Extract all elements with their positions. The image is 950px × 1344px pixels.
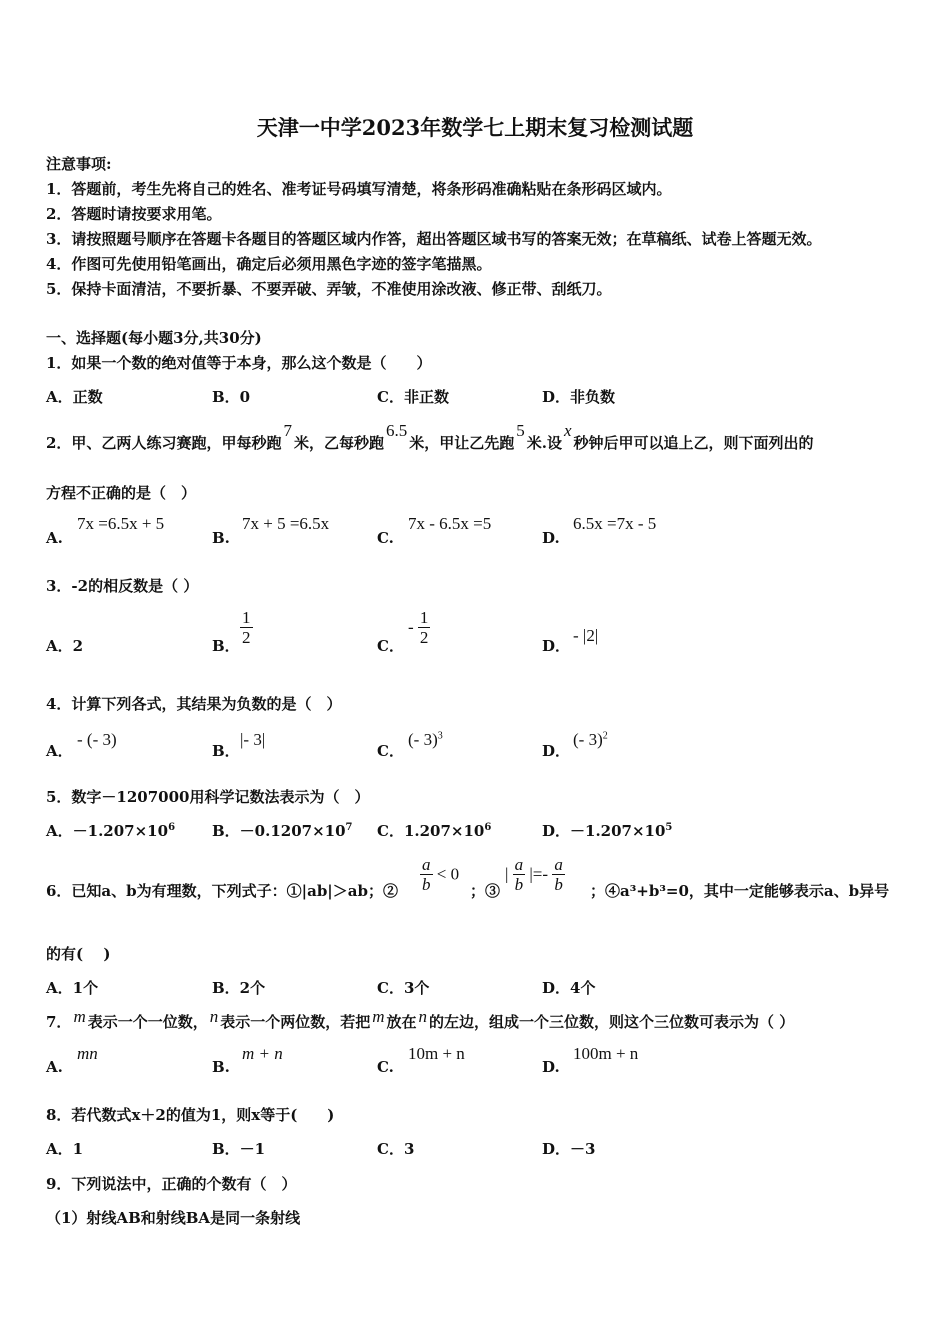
q1-option-d: D．非负数 [542,388,616,406]
q5-a-text: A．－1.207×10 [46,822,169,840]
notice-item-2: 2．答题时请按要求用笔。 [46,205,222,223]
notice-item-4: 4．作图可先使用铅笔画出，确定后必须用黑色字迹的签字笔描黑。 [46,255,492,273]
q2-option-c: 7x - 6.5x =5 [408,514,492,533]
q6-3-abs-right: |=- [529,864,549,884]
q2-text-2: 米，乙每秒跑 [293,434,384,452]
q6-2-den: b [422,875,431,894]
q7-option-d-label: D. [542,1058,560,1076]
q6-2-num: a [422,855,431,874]
q4-option-d-label: D． [542,742,571,760]
q2-option-d-label: D. [542,529,560,547]
q6-option-c: C．3个 [377,979,430,997]
q7-var-1: m [73,1007,86,1026]
q1-stem: 1．如果一个数的绝对值等于本身，那么这个数是（ ） [46,354,432,372]
page-title: 天津一中学2023年数学七上期末复习检测试题 [256,115,694,140]
q8-option-c: C．3 [377,1140,415,1158]
q4-option-c-label: C． [377,742,404,760]
q2-option-a: 7x =6.5x + 5 [77,514,165,533]
q2-text-1: 2．甲、乙两人练习赛跑，甲每秒跑 [46,434,282,452]
notice-item-1: 1．答题前，考生先将自己的姓名、准考证号码填写清楚，将条形码准确粘贴在条形码区域内。 [46,180,672,198]
q1-option-b: B．0 [212,388,251,406]
q3-c-den: 2 [419,628,429,647]
q3-c-neg: - [408,617,414,637]
q3-option-b [240,608,253,647]
q7-option-c: 10m + n [408,1044,465,1063]
q1-option-c: C．非正数 [377,388,449,406]
q4-d-base: (- 3) [573,730,603,749]
q3-option-d: - |2| [573,626,599,645]
q7-option-a-label: A. [46,1058,63,1076]
q2-option-b-label: B. [212,529,230,547]
q7-var-2: n [209,1007,219,1026]
q7-stem [46,1007,795,1032]
q2-text-5: 秒钟后甲可以追上乙，则下面列出的 [573,434,814,452]
notice-item-3: 3．请按照题号顺序在答题卡各题目的答题区域内作答，超出答题区域书写的答案无效；在草稿纸、试卷上答题无效。 [46,230,822,248]
q7-var-4: n [418,1007,428,1026]
q5-option-d [542,820,672,841]
q6-option-b: B．2个 [212,979,266,997]
q2-option-a-label: A. [46,529,63,547]
q7-var-3: m [372,1007,385,1026]
q4-option-d [573,730,608,750]
q3-b-den: 2 [242,628,251,647]
q8-stem: 8．若代数式x＋2的值为1，则x等于( ) [46,1106,335,1124]
q3-option-b-label: B． [212,637,240,655]
q5-stem: 5．数字－1207000用科学记数法表示为（ ） [46,788,370,806]
q6-stem-rest: ；④a³+b³=0，其中一定能够表示a、b异号 [590,882,890,900]
notice-item-5: 5．保持卡面清洁，不要折暴、不要弄破、弄皱，不准使用涂改液、修正带、刮纸刀。 [46,280,612,298]
q3-b-num: 1 [242,608,251,627]
q4-d-exp: 2 [602,730,608,742]
q6-stem: 6．已知a、b为有理数，下列式子：①|ab|＞ab；② [46,882,398,900]
q2-text-3: 米，甲让乙先跑 [409,434,515,452]
q9-stem: 9．下列说法中，正确的个数有（ ） [46,1175,297,1193]
q3-option-a: A．2 [46,637,84,655]
section-heading: 一、选择题(每小题3分,共30分) [46,329,262,347]
q5-b-exp: 7 [345,822,353,833]
q7-option-b: m + n [242,1044,283,1063]
q4-option-a: - (- 3) [77,730,117,749]
q6-option-d: D．4个 [542,979,596,997]
q5-d-text: D．－1.207×10 [542,822,666,840]
q7-text-1: 表示一个一位数， [87,1013,208,1031]
q4-c-base: (- 3) [408,730,438,749]
q4-option-a-label: A． [46,742,73,760]
q2-stem-2: 方程不正确的是（ ） [46,484,197,502]
q3-c-num: 1 [419,608,429,627]
q7-option-a: mn [77,1044,98,1063]
q3-stem: 3．-2的相反数是（ ） [46,577,199,595]
q6-2-lt: < 0 [436,864,460,884]
q2-option-c-label: C. [377,529,394,547]
q7-text-2: 表示一个两位数，若把 [220,1013,371,1031]
q2-text-4: 米.设 [526,434,562,452]
q3-option-c [408,608,430,647]
q4-stem: 4．计算下列各式，其结果为负数的是（ ） [46,695,342,713]
q6-expr-3 [505,855,565,894]
q2-val-1: 7 [283,421,292,440]
q4-c-exp: 3 [437,730,443,742]
q2-val-2: 6.5 [385,421,408,440]
q5-c-text: C．1.207×10 [377,822,485,840]
q9-statement-1: （1）射线AB和射线BA是同一条射线 [46,1209,301,1227]
notice-heading: 注意事项: [46,155,112,173]
q4-option-c [408,730,443,750]
q5-option-c [377,820,491,841]
q6-3-num-r: a [554,855,563,874]
q7-text-0: 7． [46,1013,72,1031]
q6-3-den: b [514,875,524,894]
q7-option-d: 100m + n [573,1044,639,1063]
q5-option-a [46,820,175,841]
q2-val-4: x [563,421,572,440]
q3-option-d-label: D． [542,637,571,655]
q5-b-text: B．－0.1207×10 [212,822,346,840]
q4-option-b-label: B． [212,742,240,760]
q5-option-b [212,820,353,841]
q2-option-d: 6.5x =7x - 5 [573,514,657,533]
q8-option-a: A．1 [46,1140,84,1158]
q6-expr-2 [420,855,459,894]
q7-text-3: 放在 [386,1013,417,1031]
q6-option-a: A．1个 [46,979,99,997]
q5-c-exp: 6 [484,822,492,833]
q6-sep-3: ；③ [470,882,501,900]
q2-val-3: 5 [516,421,525,440]
q7-text-4: 的左边，组成一个三位数，则这个三位数可表示为（ ） [429,1013,795,1031]
q6-3-den-r: b [554,875,563,894]
q6-3-abs-left: | [505,864,509,884]
q8-option-b: B．－1 [212,1140,266,1158]
q5-d-exp: 5 [665,822,673,833]
q5-a-exp: 6 [168,822,176,833]
q2-option-b: 7x + 5 =6.5x [242,514,330,533]
q3-option-c-label: C． [377,637,404,655]
q4-option-b: |- 3| [240,730,266,749]
q6-3-num: a [514,855,524,874]
q7-option-b-label: B. [212,1058,230,1076]
q1-option-a: A．正数 [46,388,103,406]
q6-stem-2: 的有( ) [46,945,111,963]
q8-option-d: D．－3 [542,1140,596,1158]
q7-option-c-label: C. [377,1058,394,1076]
q2-stem [46,421,814,453]
